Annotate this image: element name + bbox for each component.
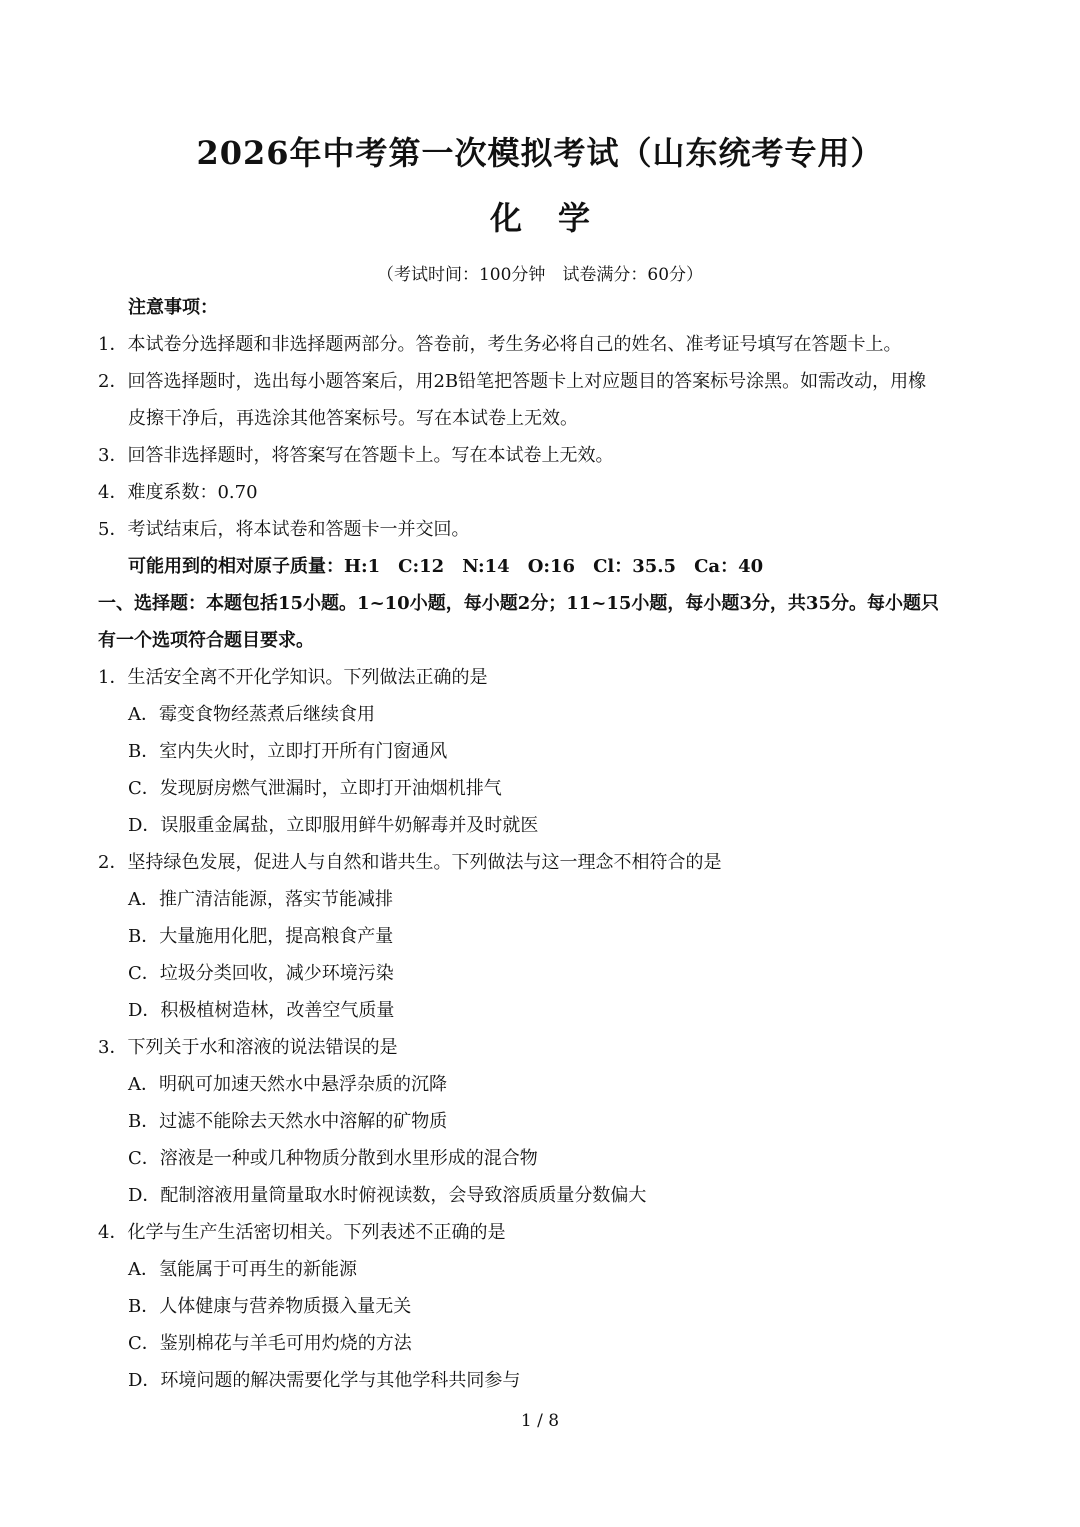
question-option: C．溶液是一种或几种物质分散到水里形成的混合物	[128, 1148, 538, 1169]
question-option: B．过滤不能除去天然水中溶解的矿物质	[128, 1111, 448, 1132]
note-item: 2．回答选择题时，选出每小题答案后，用2B铅笔把答题卡上对应题目的答案标号涂黑。如需改动，用橡	[98, 371, 927, 392]
question-option: A．推广清洁能源，落实节能减排	[128, 889, 393, 910]
note-item: 1．本试卷分选择题和非选择题两部分。答卷前，考生务必将自己的姓名、准考证号填写在答题卡上。	[98, 334, 902, 355]
question-stem: 2．坚持绿色发展，促进人与自然和谐共生。下列做法与这一理念不相符合的是	[98, 852, 722, 873]
question-option: D．积极植树造林，改善空气质量	[128, 1000, 395, 1021]
question-option: B．大量施用化肥，提高粮食产量	[128, 926, 394, 947]
note-item-continuation: 皮擦干净后，再选涂其他答案标号。写在本试卷上无效。	[128, 408, 578, 429]
note-item: 4．难度系数：0.70	[98, 482, 258, 503]
note-item: 3．回答非选择题时，将答案写在答题卡上。写在本试卷上无效。	[98, 445, 614, 466]
question-option: C．垃圾分类回收，减少环境污染	[128, 963, 394, 984]
question-option: C．发现厨房燃气泄漏时，立即打开油烟机排气	[128, 778, 502, 799]
page-number: 1 / 8	[520, 1411, 560, 1431]
question-stem: 1．生活安全离不开化学知识。下列做法正确的是	[98, 667, 488, 688]
question-option: A．霉变食物经蒸煮后继续食用	[128, 704, 375, 725]
question-option: B．室内失火时，立即打开所有门窗通风	[128, 741, 448, 762]
section-heading-continuation: 有一个选项符合题目要求。	[98, 630, 314, 651]
question-option: D．环境问题的解决需要化学与其他学科共同参与	[128, 1370, 521, 1391]
section-heading: 一、选择题：本题包括15小题。1~10小题，每小题2分；11~15小题，每小题3分，共35分。每小题只	[98, 593, 939, 614]
atomic-masses: 可能用到的相对原子质量：H:1 C:12 N:14 O:16 Cl：35.5 Ca：40	[128, 556, 764, 577]
exam-title: 2026年中考第一次模拟考试（山东统考专用）	[196, 134, 884, 172]
question-option: A．明矾可加速天然水中悬浮杂质的沉降	[128, 1074, 447, 1095]
question-option: C．鉴别棉花与羊毛可用灼烧的方法	[128, 1333, 412, 1354]
question-option: A．氢能属于可再生的新能源	[128, 1259, 357, 1280]
question-option: B．人体健康与营养物质摄入量无关	[128, 1296, 412, 1317]
question-option: D．配制溶液用量筒量取水时俯视读数，会导致溶质质量分数偏大	[128, 1185, 647, 1206]
subject-title: 化学	[489, 199, 626, 237]
question-stem: 4．化学与生产生活密切相关。下列表述不正确的是	[98, 1222, 506, 1243]
question-stem: 3．下列关于水和溶液的说法错误的是	[98, 1037, 398, 1058]
exam-info: （考试时间：100分钟 试卷满分：60分）	[376, 265, 704, 285]
notes-heading: 注意事项：	[128, 297, 218, 318]
note-item: 5．考试结束后，将本试卷和答题卡一并交回。	[98, 519, 470, 540]
question-option: D．误服重金属盐，立即服用鲜牛奶解毒并及时就医	[128, 815, 539, 836]
